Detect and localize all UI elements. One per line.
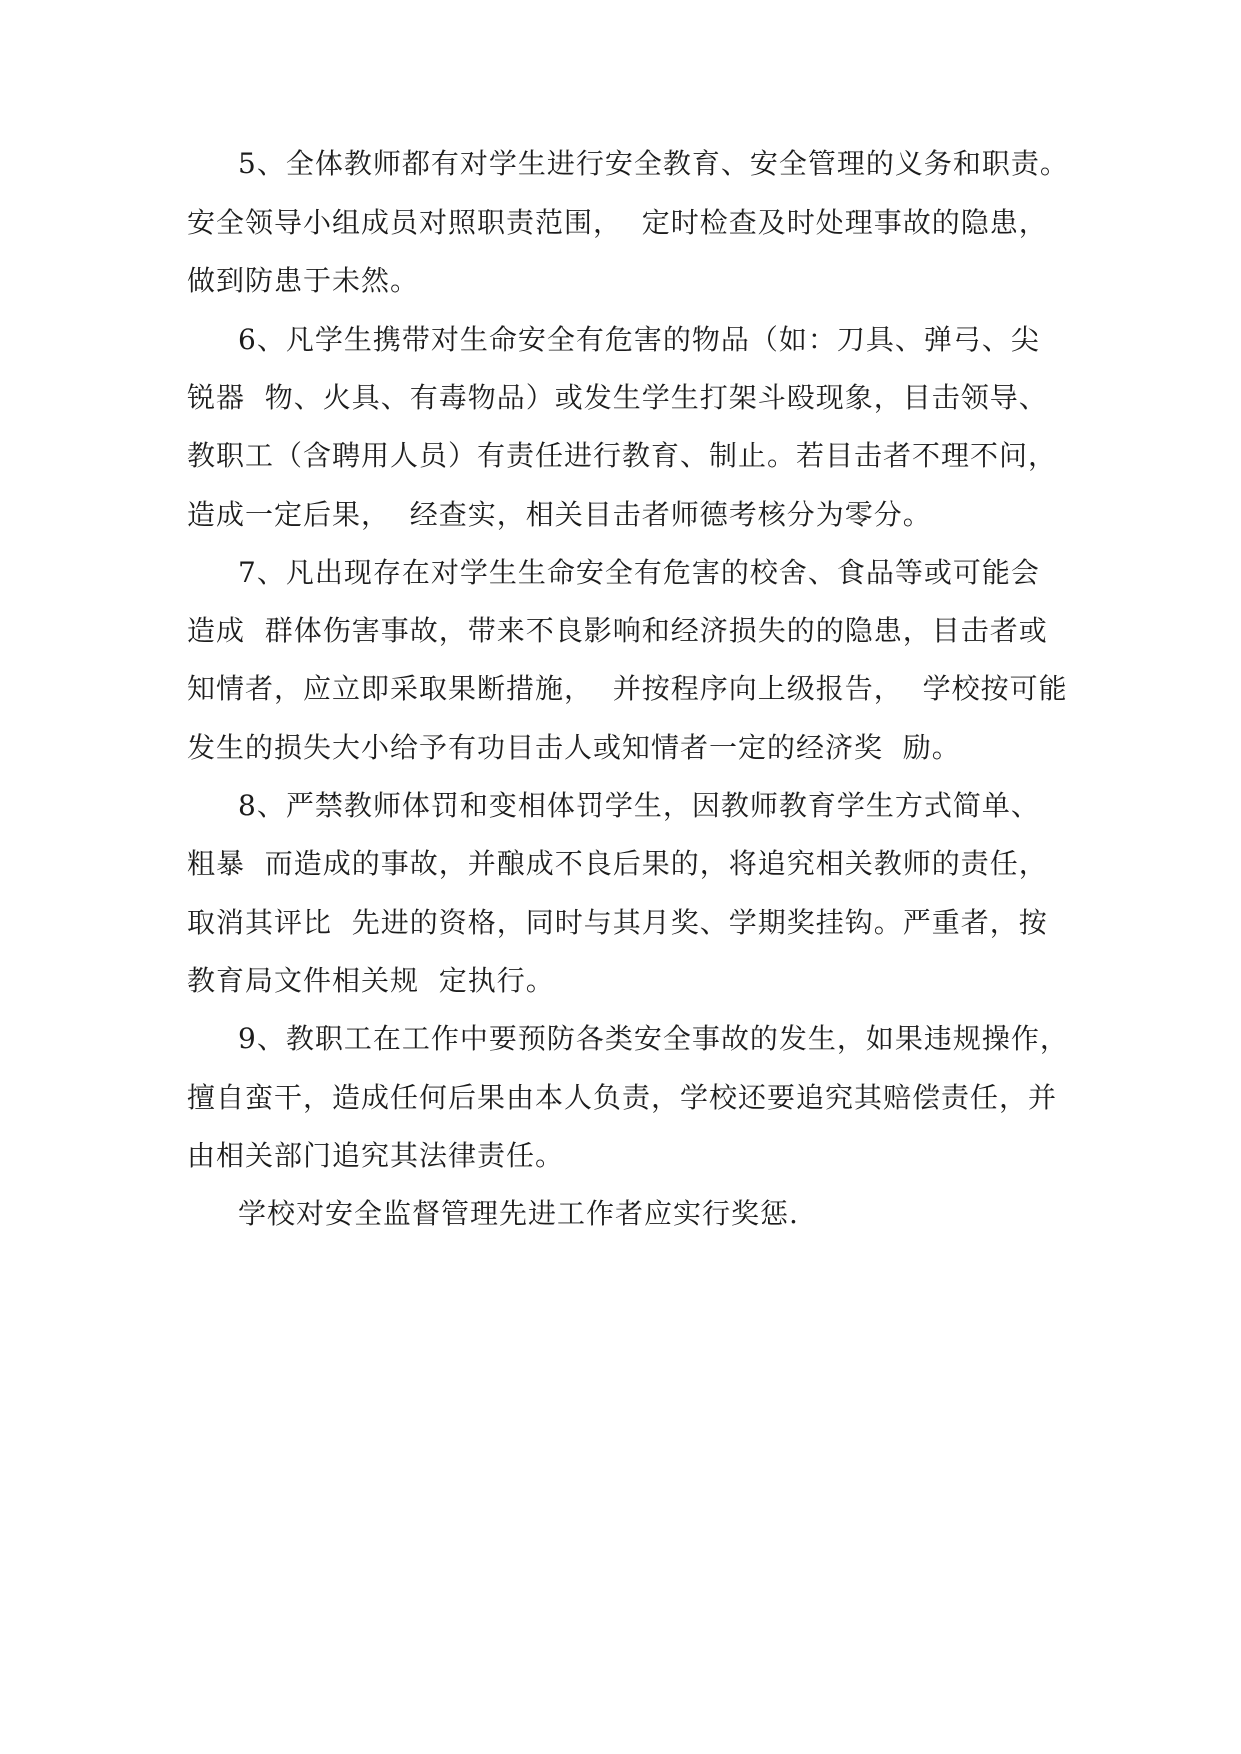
paragraph-8-line-3: 取消其评比 先进的资格，同时与其月奖、学期奖挂钩。严重者，按: [187, 906, 1048, 939]
closing-paragraph: 学校对安全监督管理先进工作者应实行奖惩.: [238, 1197, 799, 1230]
paragraph-9-line-3: 由相关部门追究其法律责任。: [187, 1139, 565, 1172]
paragraph-5-line-1: 5、全体教师都有对学生进行安全教育、安全管理的义务和职责。: [238, 147, 1069, 180]
paragraph-9-line-1: 9、教职工在工作中要预防各类安全事故的发生，如果违规操作，: [238, 1022, 1069, 1055]
paragraph-5-line-2: 安全领导小组成员对照职责范围， 定时检查及时处理事故的隐患，: [187, 206, 1048, 239]
paragraph-8-line-4: 教育局文件相关规 定执行。: [187, 964, 555, 997]
paragraph-7-line-4: 发生的损失大小给予有功目击人或知情者一定的经济奖 励。: [187, 731, 961, 764]
paragraph-7-line-1: 7、凡出现存在对学生生命安全有危害的校舍、食品等或可能会: [238, 556, 1040, 589]
paragraph-8-line-2: 粗暴 而造成的事故，并酿成不良后果的，将追究相关教师的责任，: [187, 847, 1048, 880]
paragraph-5-line-3: 做到防患于未然。: [187, 264, 420, 297]
paragraph-6-line-1: 6、凡学生携带对生命安全有危害的物品（如：刀具、弹弓、尖: [238, 323, 1040, 356]
paragraph-7-line-3: 知情者，应立即采取果断措施， 并按程序向上级报告， 学校按可能: [187, 672, 1068, 705]
paragraph-6-line-3: 教职工（含聘用人员）有责任进行教育、制止。若目击者不理不问，: [187, 439, 1058, 472]
paragraph-6-line-4: 造成一定后果， 经查实，相关目击者师德考核分为零分。: [187, 498, 932, 531]
paragraph-9-line-2: 擅自蛮干，造成任何后果由本人负责，学校还要追究其赔偿责任，并: [187, 1081, 1058, 1114]
paragraph-7-line-2: 造成 群体伤害事故，带来不良影响和经济损失的的隐患，目击者或: [187, 614, 1048, 647]
paragraph-8-line-1: 8、严禁教师体罚和变相体罚学生，因教师教育学生方式简单、: [238, 789, 1040, 822]
paragraph-6-line-2: 锐器 物、火具、有毒物品）或发生学生打架斗殴现象，目击领导、: [187, 381, 1048, 414]
